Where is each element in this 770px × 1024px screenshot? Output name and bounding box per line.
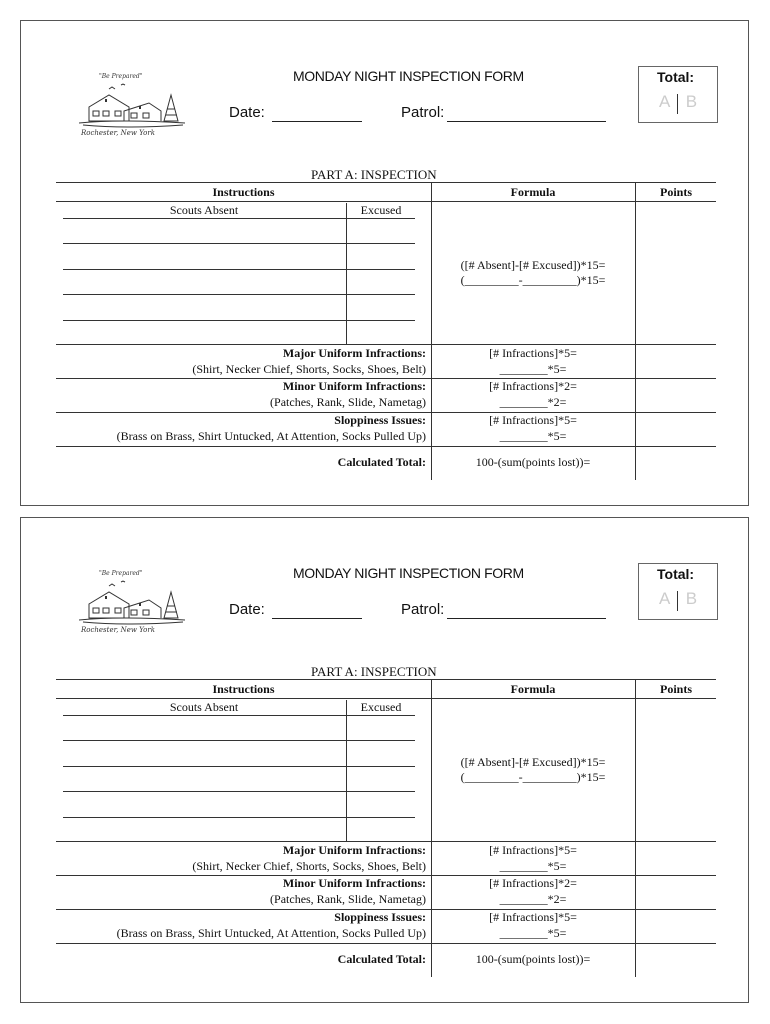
formula-header: Formula — [510, 185, 556, 199]
excused-column-divider — [346, 203, 347, 344]
inspection-form — [20, 20, 749, 506]
form-title: MONDAY NIGHT INSPECTION FORM — [293, 565, 524, 581]
attendance-row-line[interactable] — [63, 791, 415, 792]
major-infractions-formula: [# Infractions]*5= — [489, 346, 577, 360]
minor-infractions-blank[interactable]: ________*2= — [499, 892, 567, 906]
logo-location: Rochester, New York — [81, 129, 155, 137]
sloppiness-blank[interactable]: ________*5= — [499, 429, 567, 443]
total-ab-placeholder — [659, 589, 699, 609]
calculated-total-formula: 100-(sum(points lost))= — [475, 455, 591, 469]
instructions-header: Instructions — [212, 682, 275, 696]
excused-column-divider — [346, 700, 347, 841]
form-title: MONDAY NIGHT INSPECTION FORM — [293, 68, 524, 84]
attendance-row-line[interactable] — [63, 218, 415, 219]
table-top-rule — [56, 679, 716, 680]
troop-logo — [79, 73, 199, 145]
total-divider — [677, 591, 678, 611]
row-rule — [56, 446, 716, 447]
row-rule — [56, 344, 716, 345]
sloppiness-blank[interactable]: ________*5= — [499, 926, 567, 940]
sloppiness-title: Sloppiness Issues: — [334, 910, 426, 924]
lodge-illustration-icon — [79, 81, 189, 131]
total-label: Total: — [657, 69, 695, 85]
troop-logo — [79, 570, 199, 642]
points-header: Points — [659, 682, 692, 696]
attendance-row-line[interactable] — [63, 817, 415, 818]
lodge-illustration-icon — [79, 578, 189, 628]
attendance-row-line[interactable] — [63, 320, 415, 321]
attendance-row-line[interactable] — [63, 715, 415, 716]
formula-header: Formula — [510, 682, 556, 696]
points-column-divider — [635, 182, 636, 480]
major-infractions-title: Major Uniform Infractions: — [282, 843, 426, 857]
scouts-absent-header: Scouts Absent — [169, 700, 239, 714]
inspection-form — [20, 517, 749, 1003]
minor-infractions-detail: (Patches, Rank, Slide, Nametag) — [270, 892, 426, 906]
total-ab-placeholder — [659, 92, 699, 112]
minor-infractions-detail: (Patches, Rank, Slide, Nametag) — [270, 395, 426, 409]
logo-motto: "Be Prepared" — [99, 73, 143, 80]
attendance-row-line[interactable] — [63, 243, 415, 244]
date-label: Date: — [229, 104, 265, 121]
row-rule — [56, 943, 716, 944]
header-rule — [56, 698, 716, 699]
points-header: Points — [659, 185, 692, 199]
attendance-row-line[interactable] — [63, 766, 415, 767]
total-a: A — [659, 589, 673, 608]
total-label: Total: — [657, 566, 695, 582]
minor-infractions-formula: [# Infractions]*2= — [489, 876, 577, 890]
sloppiness-detail: (Brass on Brass, Shirt Untucked, At Attention, Socks Pulled Up) — [116, 429, 426, 443]
total-box[interactable] — [638, 66, 718, 123]
total-b: B — [685, 92, 700, 111]
excused-header: Excused — [360, 203, 402, 217]
sloppiness-detail: (Brass on Brass, Shirt Untucked, At Attention, Socks Pulled Up) — [116, 926, 426, 940]
minor-infractions-title: Minor Uniform Infractions: — [282, 876, 426, 890]
sloppiness-formula: [# Infractions]*5= — [489, 413, 577, 427]
part-title: PART A: INSPECTION — [311, 664, 437, 679]
header-rule — [56, 201, 716, 202]
patrol-label: Patrol: — [401, 104, 445, 121]
attendance-formula: ([# Absent]-[# Excused])*15= — [460, 755, 606, 769]
points-column-divider — [635, 679, 636, 977]
patrol-field[interactable] — [447, 618, 606, 619]
logo-location: Rochester, New York — [81, 626, 155, 634]
patrol-label: Patrol: — [401, 601, 445, 618]
major-infractions-detail: (Shirt, Necker Chief, Shorts, Socks, Shoes, Belt) — [192, 362, 426, 376]
major-infractions-detail: (Shirt, Necker Chief, Shorts, Socks, Shoes, Belt) — [192, 859, 426, 873]
date-label: Date: — [229, 601, 265, 618]
attendance-formula-blanks[interactable]: (_________-_________)*15= — [460, 770, 606, 784]
attendance-row-line[interactable] — [63, 269, 415, 270]
excused-header: Excused — [360, 700, 402, 714]
calculated-total-label: Calculated Total: — [337, 455, 426, 469]
minor-infractions-blank[interactable]: ________*2= — [499, 395, 567, 409]
minor-infractions-title: Minor Uniform Infractions: — [282, 379, 426, 393]
total-b: B — [685, 589, 700, 608]
date-field[interactable] — [272, 121, 362, 122]
date-field[interactable] — [272, 618, 362, 619]
patrol-field[interactable] — [447, 121, 606, 122]
scouts-absent-header: Scouts Absent — [169, 203, 239, 217]
instructions-header: Instructions — [212, 185, 275, 199]
attendance-row-line[interactable] — [63, 740, 415, 741]
major-infractions-title: Major Uniform Infractions: — [282, 346, 426, 360]
total-a: A — [659, 92, 673, 111]
table-top-rule — [56, 182, 716, 183]
part-title: PART A: INSPECTION — [311, 167, 437, 182]
calculated-total-label: Calculated Total: — [337, 952, 426, 966]
row-rule — [56, 841, 716, 842]
sloppiness-title: Sloppiness Issues: — [334, 413, 426, 427]
attendance-row-line[interactable] — [63, 294, 415, 295]
total-divider — [677, 94, 678, 114]
total-box[interactable] — [638, 563, 718, 620]
minor-infractions-formula: [# Infractions]*2= — [489, 379, 577, 393]
major-infractions-blank[interactable]: ________*5= — [499, 362, 567, 376]
major-infractions-formula: [# Infractions]*5= — [489, 843, 577, 857]
major-infractions-blank[interactable]: ________*5= — [499, 859, 567, 873]
logo-motto: "Be Prepared" — [99, 570, 143, 577]
calculated-total-formula: 100-(sum(points lost))= — [475, 952, 591, 966]
sloppiness-formula: [# Infractions]*5= — [489, 910, 577, 924]
attendance-formula: ([# Absent]-[# Excused])*15= — [460, 258, 606, 272]
attendance-formula-blanks[interactable]: (_________-_________)*15= — [460, 273, 606, 287]
